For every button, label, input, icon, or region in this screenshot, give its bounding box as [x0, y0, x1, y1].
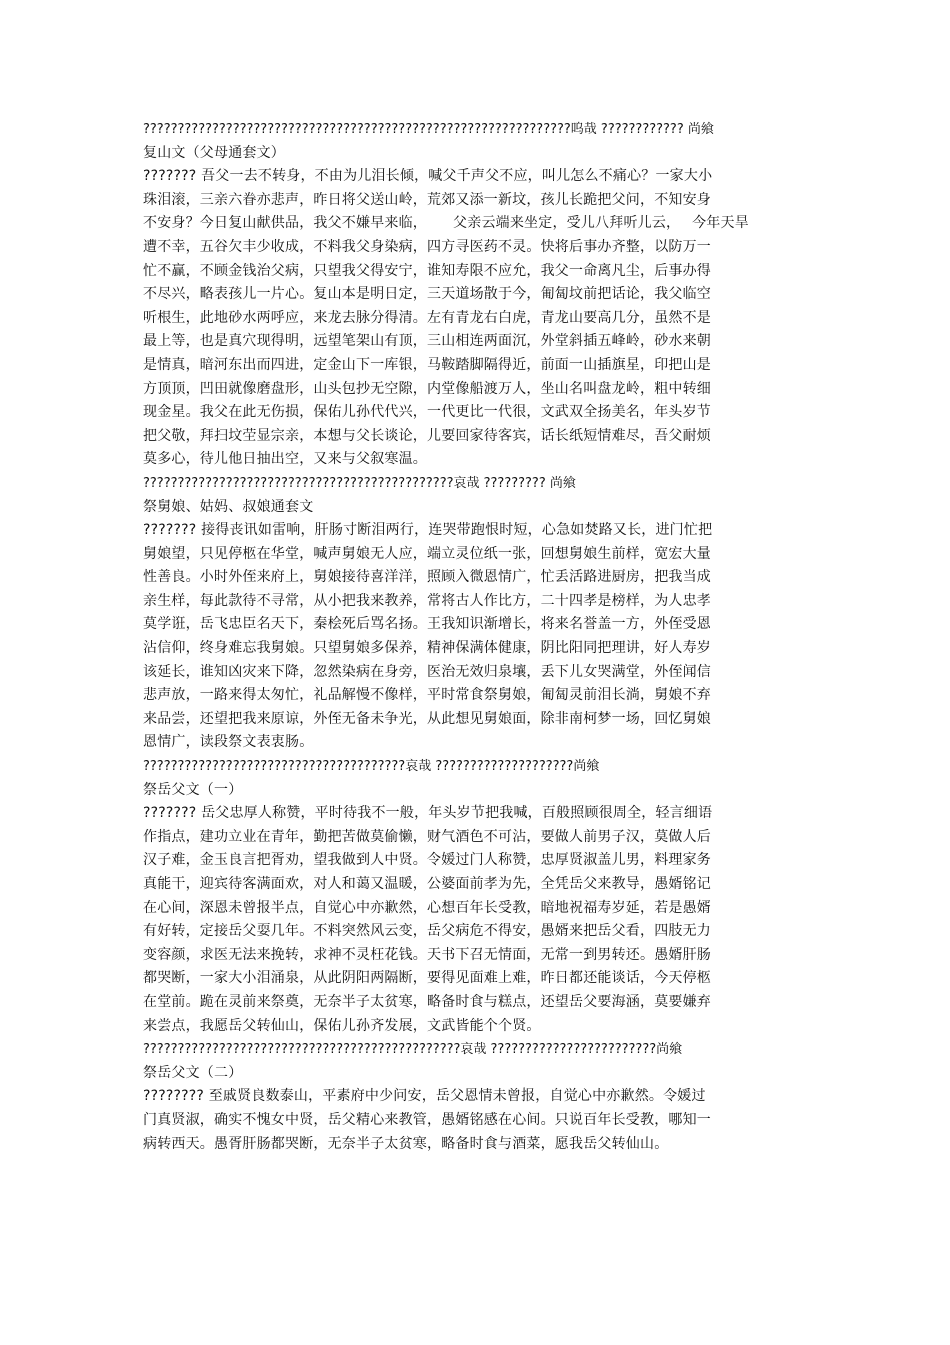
body-line: 有好转，定接岳父耍几年。不料突然风云变，岳父病危不得安，愚婿来把岳父看，四肢无力 — [143, 923, 711, 940]
section-separator: ?????????????????????????????????????????????哀哉 ????????? 尚飨 — [143, 475, 576, 491]
body-line: 来尝点，我愿岳父转仙山，保佑儿孙齐发展，文武皆能个个贤。 — [143, 1017, 541, 1034]
section-title: 复山文（父母通套文） — [143, 144, 285, 161]
body-line: 沾信仰，终身难忘我舅娘。只望舅娘多保养，精神保满体健康，阴比阳同把理讲，好人寿岁 — [143, 640, 711, 657]
body-line: 在堂前。跪在灵前来祭奠，无奈半子太贫寒，略备时食与糕点，还望岳父要海涵，莫要嫌弃 — [143, 993, 711, 1010]
body-line: 门真贤淑，确实不愧女中贤，岳父精心来教管，愚婿铭感在心间。只说百年长受教，哪知一 — [143, 1111, 711, 1128]
body-line: 汉子难，金玉良言把胥劝，望我做到人中贤。令媛过门人称赞，忠厚贤淑盖儿男，料理家务 — [143, 852, 711, 869]
body-line: 忙不赢，不顾金钱治父病，只望我父得安宁，谁知寿限不应允，我父一命离凡尘，后事办得 — [143, 262, 711, 279]
body-line: 现金星。我父在此无伤损，保佑儿孙代代兴，一代更比一代很，文武双全扬美名，年头岁节 — [143, 404, 711, 421]
body-line: ??????? 接得丧讯如雷响，肝肠寸断泪两行，连哭带跑恨时短，心急如焚路又长，进门忙把 — [143, 522, 713, 539]
body-line: 恩情广，读段祭文表衷肠。 — [143, 734, 314, 751]
section-title: 祭岳父文（一） — [143, 781, 243, 798]
body-line: 都哭断，一家大小泪涌泉，从此阴阳两隔断，要得见面难上难，昨日都还能谈话，今天停柩 — [143, 970, 711, 987]
body-line: 病转西天。愚胥肝肠都哭断，无奈半子太贫寒，略备时食与酒菜，愿我岳父转仙山。 — [143, 1135, 669, 1152]
section-separator: ??????????????????????????????????????哀哉 ????????????????????尚飨 — [143, 759, 600, 775]
body-line: 亲生样，每此款待不寻常，从小把我来教养，常将古人作比方，二十四孝是榜样，为人忠孝 — [143, 592, 711, 609]
body-line: 方顶顶，凹田就像磨盘形，山头包抄无空隙，内堂像船渡万人，坐山名叫盘龙岭，粗中转细 — [143, 380, 711, 397]
body-line: 把父敬，拜扫坟茔显宗亲，本想与父长谈论，儿要回家待客宾，话长纸短情难尽，吾父耐烦 — [143, 427, 711, 444]
body-line: ???????? 至戚贤良数泰山，平素府中少问安，岳父恩情未曾报，自觉心中亦歉然。令媛过 — [143, 1088, 706, 1105]
body-line: 该延长，谁知凶灾来下降，忽然染病在身旁，医治无效归泉壤，丢下儿女哭满堂，外侄闻信 — [143, 663, 711, 680]
body-line: 莫多心，待儿他日抽出空，又来与父叙寒温。 — [143, 451, 427, 468]
body-line: 变容颜，求医无法来挽转，求神不灵枉花钱。天书下召无情面，无常一到男转还。愚婿肝肠 — [143, 946, 711, 963]
body-line: 来品尝，还望把我来原谅，外侄无备未争光，从此想见舅娘面，除非南柯梦一场，回忆舅娘 — [143, 710, 711, 727]
section-title: 祭舅娘、姑妈、叔娘通套文 — [143, 498, 314, 515]
body-line: 珠泪滚，三亲六眷亦悲声，昨日将父送山岭，荒郊又添一新坟，孩儿长跪把父问，不知安身 — [143, 191, 711, 208]
section-title: 祭岳父文（二） — [143, 1064, 243, 1081]
body-line: 最上等，也是真穴现得明，远望笔架山有顶，三山相连两面沉，外堂斜插五峰岭，砂水来朝 — [143, 333, 711, 350]
body-line: 悲声放，一路来得太匆忙，礼品解慢不像样，平时常食祭舅娘，匍匐灵前泪长淌，舅娘不弃 — [143, 687, 711, 704]
body-line: 舅娘望，只见停柩在华堂，喊声舅娘无人应，端立灵位纸一张，回想舅娘生前样，宽宏大量 — [143, 545, 711, 562]
section-separator: ??????????????????????????????????????????????哀哉 ????????????????????????尚飨 — [143, 1042, 683, 1058]
body-line: 遭不幸，五谷欠丰少收成，不料我父身染病，四方寻医药不灵。快将后事办齐整，以防万一 — [143, 238, 711, 255]
body-line: 性善良。小时外侄来府上，舅娘接待喜洋洋，照顾入微恩情广，忙丢活路进厨房，把我当成 — [143, 569, 711, 586]
body-line: 作指点，建功立业在青年，勤把苦做莫偷懒，财气酒色不可沾，要做人前男子汉，莫做人后 — [143, 828, 711, 845]
document-page — [143, 118, 803, 1156]
body-line: 不尽兴，略表孩儿一片心。复山本是明日定，三天道场散于今，匍匐坟前把话论，我父临空 — [143, 286, 711, 303]
body-line: 真能干，迎宾待客满面欢，对人和蔼又温暖，公婆面前孝为先，全凭岳父来教导，愚婿铭记 — [143, 876, 711, 892]
body-line: 是情真，暗河东出而四进，定金山下一库银，马鞍踏脚隔得近，前面一山插旗星，印把山是 — [143, 356, 711, 373]
section-separator: ??????????????????????????????????????????????????????????????呜哉 ???????????? 尚飨 — [143, 122, 714, 137]
body-line: 不安身？今日复山献供品，我父不嫌早来临， 父亲云端来坐定，受儿八拜听儿云， 今年天旱 — [143, 215, 749, 232]
body-line: ??????? 吾父一去不转身，不由为儿泪长倾，喊父千声父不应，叫儿怎么不痛心？一家大小 — [143, 168, 713, 185]
body-line: 莫学诳，岳飞忠臣名天下，秦桧死后骂名扬。王我知识渐增长，将来名誉盖一方，外侄受恩 — [143, 616, 711, 633]
body-line: 在心间，深恩未曾报半点，自觉心中亦歉然，心想百年长受教，暗地祝福寿岁延，若是愚婿 — [143, 899, 711, 916]
body-line: 听根生，此地砂水两呼应，来龙去脉分得清。左有青龙右白虎，青龙山要高几分，虽然不是 — [143, 309, 711, 326]
body-line: ??????? 岳父忠厚人称赞，平时待我不一般，年头岁节把我喊，百般照顾很周全，轻言细语 — [143, 805, 713, 822]
